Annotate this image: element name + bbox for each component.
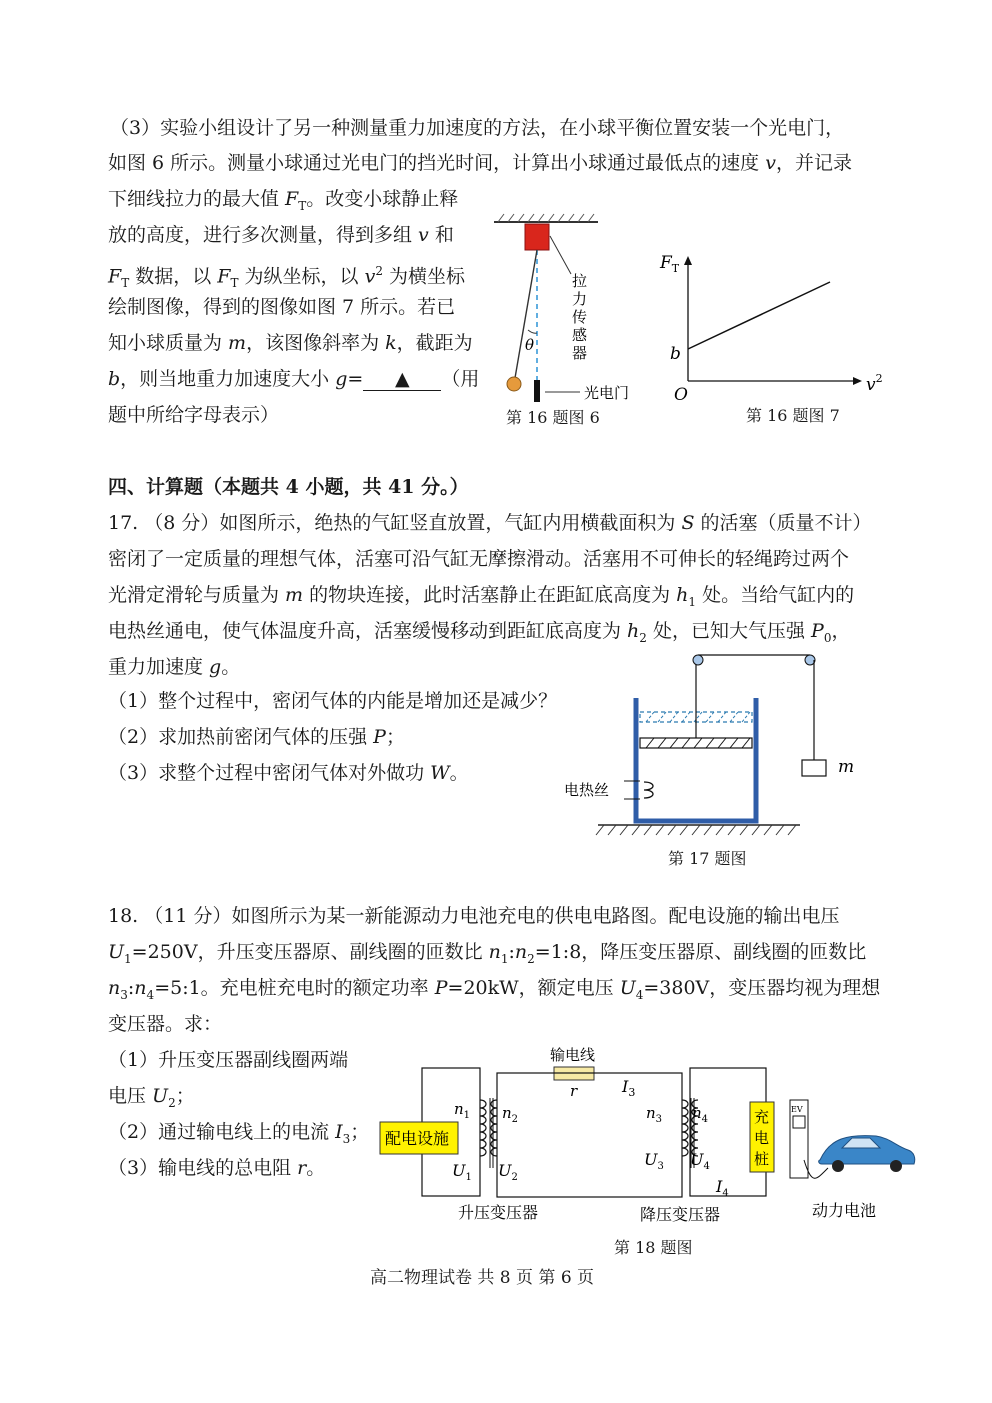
answer-blank: ▲ <box>363 368 441 391</box>
q17-sub-3: （3）求整个过程中密闭气体对外做功 W。 <box>108 762 469 784</box>
q18-sub-2: （2）通过输电线上的电流 $I_3$； <box>108 1121 370 1146</box>
graph-line <box>688 282 830 349</box>
q17-line-5: 重力加速度 g。 <box>108 656 241 678</box>
svg-text:充: 充 <box>754 1108 770 1126</box>
heater-label: 电热丝 <box>564 781 610 799</box>
svg-text:桩: 桩 <box>754 1150 770 1168</box>
q18-sub-1b: 电压 $U_2$； <box>108 1085 195 1110</box>
origin-label: O <box>674 385 688 405</box>
figure-16-6 <box>488 210 658 430</box>
q17-line-2: 密闭了一定质量的理想气体，活塞可沿气缸无摩擦滑动。活塞用不可伸长的轻绳跨过两个 <box>108 548 850 570</box>
figure-16-7 <box>650 246 890 406</box>
q18-sub-3: （3）输电线的总电阻 r。 <box>108 1157 326 1179</box>
svg-text:感: 感 <box>572 326 588 344</box>
q17-line-4: 电热丝通电，使气体温度升高，活塞缓慢移动到距缸底高度为 $h_2$ 处，已知大气压强 $P_0$， <box>108 620 851 645</box>
q16-line-6: 绘制图像，得到的图像如图 7 所示。若已 <box>108 296 456 318</box>
svg-text:v2: $v^2$ <box>866 372 883 395</box>
ball <box>507 377 521 391</box>
svg-text:I4: $I_4$ <box>716 1177 729 1199</box>
page-footer: 高二物理试卷 共 8 页 第 6 页 <box>370 1268 595 1288</box>
q16-line-4: 放的高度，进行多次测量，得到多组 v 和 <box>108 224 454 246</box>
svg-text:传: 传 <box>572 308 588 326</box>
step-up-label: 升压变压器 <box>458 1203 539 1222</box>
svg-text:n2: $n_2$ <box>502 1104 519 1125</box>
q18-sub-1a: （1）升压变压器副线圈两端 <box>108 1049 349 1071</box>
svg-text:U1: $U_1$ <box>452 1161 472 1183</box>
q16-line-3: 下细线拉力的最大值 $F_T$。改变小球静止释 <box>108 188 459 213</box>
svg-text:r: r <box>570 1082 578 1100</box>
figure-18 <box>380 1040 910 1230</box>
q18-line-2: $U_1=250V$，升压变压器原、副线圈的匝数比 $n_1:n_2=1:8$，降压变压器原、副线圈的匝数比 <box>108 941 867 966</box>
q18-line-3: $n_3:n_4=5:1$。充电桩充电时的额定功率 P=20kW，额定电压 $U_4=380V$，变压器均视为理想 <box>108 977 881 1002</box>
svg-text:电: 电 <box>754 1129 770 1147</box>
q16-line-9: 题中所给字母表示） <box>108 404 280 426</box>
piston <box>640 738 752 748</box>
figure-16-7-caption: 第 16 题图 7 <box>746 406 840 425</box>
step-up-primary <box>480 1100 486 1156</box>
svg-text:n4: $n_4$ <box>692 1104 709 1125</box>
step-up-secondary <box>491 1100 497 1156</box>
figure-18-caption: 第 18 题图 <box>614 1238 693 1257</box>
distribution-label: 配电设施 <box>385 1129 450 1148</box>
block-m <box>802 760 826 776</box>
theta-label: θ <box>525 336 535 354</box>
svg-text:器: 器 <box>572 344 588 362</box>
q16-line-2: 如图 6 所示。测量小球通过光电门的挡光时间，计算出小球通过最低点的速度 v，并记录 <box>108 152 852 174</box>
svg-text:n1: $n_1$ <box>454 1100 471 1121</box>
svg-text:n3: $n_3$ <box>646 1104 663 1125</box>
svg-text:I3: $I_3$ <box>622 1077 636 1099</box>
pulley-left <box>693 655 703 665</box>
q17-sub-1: （1）整个过程中，密闭气体的内能是增加还是减少？ <box>108 690 558 712</box>
section-4-heading: 四、计算题（本题共 4 小题，共 41 分。） <box>108 476 469 498</box>
svg-text:拉: 拉 <box>572 272 588 290</box>
heater-coil <box>644 782 653 798</box>
figure-17 <box>560 650 855 850</box>
transmission-line-label: 输电线 <box>550 1046 596 1064</box>
svg-text:U2: $U_2$ <box>498 1161 518 1183</box>
q17-line-1: 17. （8 分）如图所示，绝热的气缸竖直放置，气缸内用横截面积为 S 的活塞（质量不计） <box>108 512 872 534</box>
photogate-label: 光电门 <box>584 384 630 402</box>
step-down-primary <box>682 1100 688 1156</box>
q17-sub-2: （2）求加热前密闭气体的压强 P； <box>108 726 405 748</box>
mass-label: m <box>838 757 855 777</box>
q17-line-3: 光滑定滑轮与质量为 m 的物块连接，此时活塞静止在距缸底高度为 $h_1$ 处。当给气缸内的 <box>108 584 855 609</box>
figure-17-caption: 第 17 题图 <box>668 849 747 868</box>
q18-line-1: 18. （11 分）如图所示为某一新能源动力电池充电的供电电路图。配电设施的输出电压 <box>108 905 840 927</box>
photogate <box>534 380 540 402</box>
battery-label: 动力电池 <box>812 1201 877 1220</box>
step-down-label: 降压变压器 <box>640 1205 721 1224</box>
force-sensor <box>525 224 549 250</box>
svg-text:力: 力 <box>572 290 588 308</box>
q16-line-1: （3）实验小组设计了另一种测量重力加速度的方法，在小球平衡位置安装一个光电门， <box>110 117 845 139</box>
svg-text:U4: $U_4$ <box>690 1150 710 1172</box>
svg-text:EV: EV <box>791 1105 803 1114</box>
q16-line-8: b，则当地重力加速度大小 g= ▲ （用 <box>108 368 480 390</box>
q18-line-4: 变压器。求： <box>108 1013 223 1035</box>
intercept-label: b <box>670 344 681 364</box>
svg-text:FT: $F_T$ <box>660 253 680 275</box>
svg-text:U3: $U_3$ <box>644 1150 664 1172</box>
figure-16-6-caption: 第 16 题图 6 <box>506 408 600 427</box>
q16-line-7: 知小球质量为 m，该图像斜率为 k，截距为 <box>108 332 473 354</box>
q16-line-5: $F_T$ 数据，以 $F_T$ 为纵坐标，以 $v^2$ 为横坐标 <box>108 264 466 291</box>
